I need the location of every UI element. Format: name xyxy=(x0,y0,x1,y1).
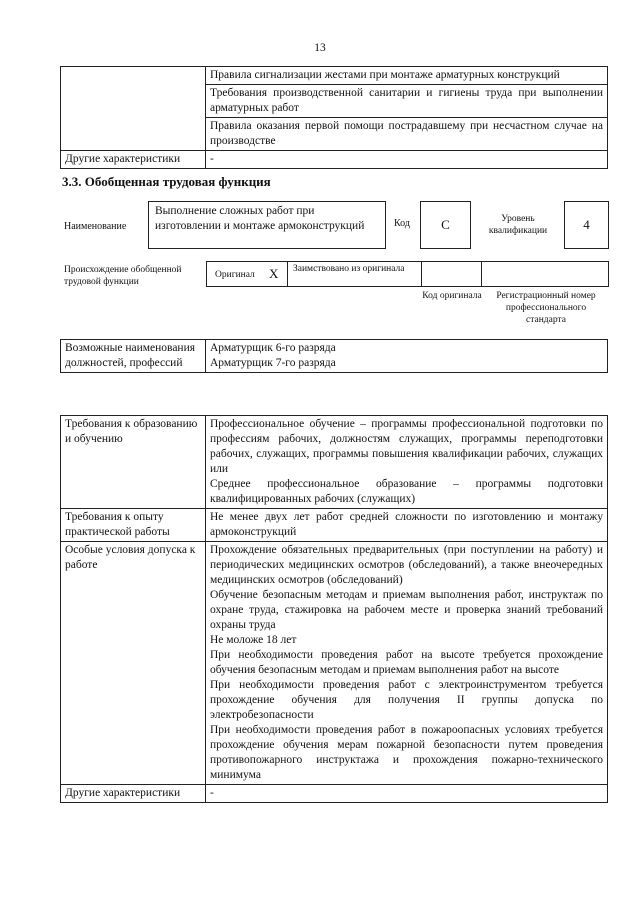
experience-label: Требования к опыту практической работы xyxy=(61,509,206,542)
table-row xyxy=(61,85,608,118)
table-row xyxy=(61,416,608,509)
table-row xyxy=(61,542,608,785)
function-name-box xyxy=(148,201,386,249)
section-title: 3.3. Обобщенная трудовая функция xyxy=(62,174,271,189)
origin-label: Происхождение обобщенной трудовой функции xyxy=(64,265,182,287)
requirement-item: Не менее двух лет работ средней сложности по изготовлению и монтажу армоконструкций xyxy=(210,511,603,538)
other-values xyxy=(206,785,608,803)
experience-values xyxy=(206,509,608,542)
reg-number-caption: Регистрационный номер профессионального стандарта xyxy=(496,291,596,325)
position-item: Арматурщик 6-го разряда xyxy=(210,342,336,354)
knowledge-item: Требования производственной санитарии и гигиены труда при выполнении арматурных работ xyxy=(206,85,608,118)
level-label: Уровень квалификации xyxy=(488,214,548,236)
requirement-item: Не моложе 18 лет xyxy=(210,634,297,646)
requirement-item: При необходимости проведения работ на высоте требуется прохождение обучения безопасным методам и приемам выполнения работ на высоте xyxy=(210,649,603,676)
education-label: Требования к образованию и обучению xyxy=(61,416,206,509)
requirement-item: При необходимости проведения работ с электроинструментом требуется прохождение обучения для получения II группы допуска по электробезопасности xyxy=(210,679,603,721)
table-row xyxy=(61,118,608,151)
requirement-item: Среднее профессиональное образование – программы подготовки квалифицированных рабочих (служащих) xyxy=(210,478,603,505)
code-value-box xyxy=(420,201,471,249)
education-values xyxy=(206,416,608,509)
original-mark: X xyxy=(269,266,279,281)
code-label: Код xyxy=(394,218,410,229)
table-row xyxy=(61,509,608,542)
continuation-table xyxy=(60,66,608,169)
borrowed-label: Заимствовано из оригинала xyxy=(293,264,405,274)
knowledge-item: Правила сигнализации жестами при монтаже арматурных конструкций xyxy=(206,67,608,85)
original-label: Оригинал xyxy=(215,270,255,280)
requirement-item: Обучение безопасным методам и приемам выполнения работ, инструктаж по охране труда, стажировка на рабочем месте и проверка знаний требований охраны труда xyxy=(210,589,603,631)
requirements-table xyxy=(60,415,608,803)
knowledge-item: Правила оказания первой помощи пострадавшему при несчастном случае на производстве xyxy=(206,118,608,151)
code-value: C xyxy=(441,217,450,232)
code-original-caption: Код оригинала xyxy=(422,291,482,301)
positions-values xyxy=(206,340,608,373)
origin-code-cell xyxy=(421,262,482,286)
positions-table xyxy=(60,339,608,373)
name-label: Наименование xyxy=(64,221,127,232)
table-row xyxy=(61,340,608,373)
function-name-value: Выполнение сложных работ при изготовлении и монтаже армоконструкций xyxy=(155,205,365,232)
origin-row xyxy=(206,261,609,287)
table-row xyxy=(61,785,608,803)
admission-values xyxy=(206,542,608,785)
other-characteristics-value: - xyxy=(206,151,608,169)
table-row xyxy=(61,151,608,169)
position-item: Арматурщик 7-го разряда xyxy=(210,357,336,369)
requirement-item: - xyxy=(210,787,214,799)
other-label: Другие характеристики xyxy=(61,785,206,803)
level-value-box xyxy=(564,201,609,249)
page-number: 13 xyxy=(314,42,326,54)
requirement-item: Прохождение обязательных предварительных (при поступлении на работу) и периодических медицинских осмотров (обследований), а также внеочередных медицинских осмотров (обследований) xyxy=(210,544,603,586)
other-characteristics-label: Другие характеристики xyxy=(61,151,206,169)
table-row xyxy=(61,67,608,85)
requirement-item: Профессиональное обучение – программы профессиональной подготовки по профессиям рабочих, должностям служащих, программы переподготовки рабочих, служащих, программы повышения квалификации рабочих, служащих или xyxy=(210,418,603,475)
requirement-item: При необходимости проведения работ в пожароопасных условиях требуется прохождение обучения мерам пожарной безопасности путем проведения противопожарного инструктажа и прохождения пожарно-технического минимума xyxy=(210,724,603,781)
original-cell xyxy=(207,262,288,286)
level-value: 4 xyxy=(583,217,590,232)
positions-label: Возможные наименования должностей, профессий xyxy=(61,340,206,373)
admission-label: Особые условия допуска к работе xyxy=(61,542,206,785)
origin-reg-cell xyxy=(481,262,610,286)
